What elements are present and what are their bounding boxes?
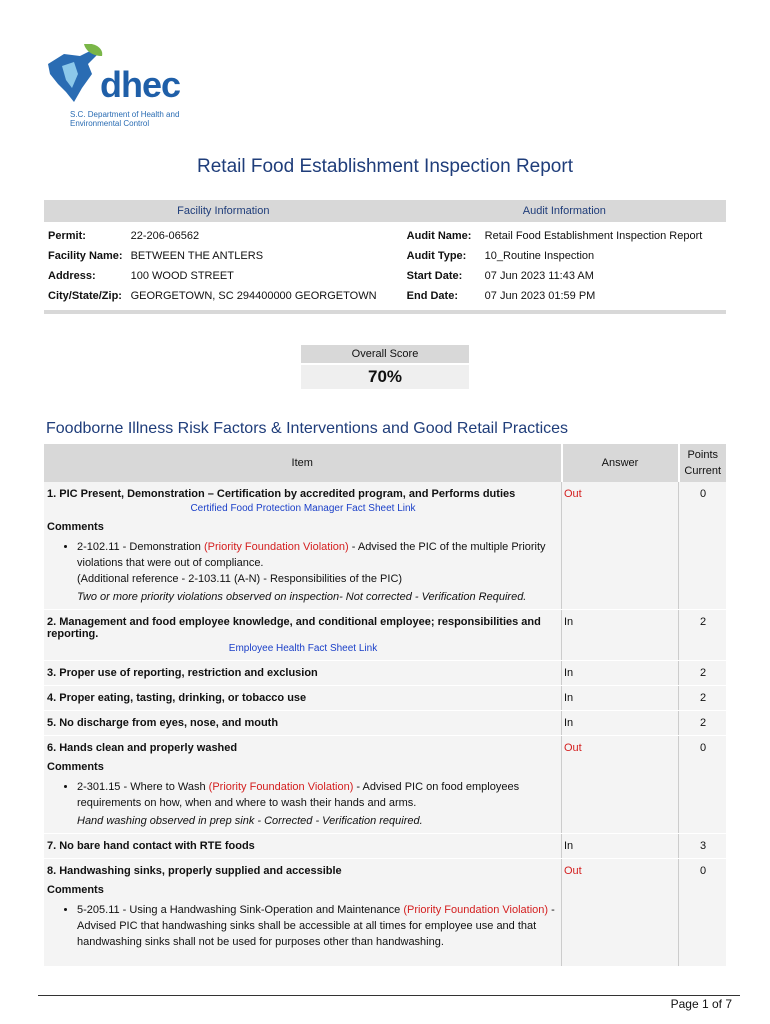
table-row — [44, 482, 726, 610]
answer-value: Out — [562, 859, 679, 967]
comment-item: • 5-205.11 - Using a Handwashing Sink-Operation and Maintenance (Priority Foundation Violation) - Advised PIC that handwashing sinks shall be accessible at all times for employee use and that handwashing sinks shall not be used for purposes other than handwashing. — [77, 902, 559, 950]
table-row — [44, 610, 726, 661]
item-question: 8. Handwashing sinks, properly supplied and accessible — [47, 865, 342, 877]
report-title: Retail Food Establishment Inspection Report — [197, 156, 573, 177]
fact-sheet-link[interactable]: Employee Health Fact Sheet Link — [228, 643, 378, 654]
permit-value: 22-206-06562 — [130, 230, 200, 242]
item-question: 1. PIC Present, Demonstration – Certification by accredited program, and Performs duties — [47, 488, 516, 500]
footer-divider — [38, 995, 740, 996]
table-row — [44, 736, 726, 834]
item-question: 3. Proper use of reporting, restriction and exclusion — [47, 667, 318, 679]
answer-value: In — [562, 834, 679, 859]
comment-note: Hand washing observed in prep sink - Corrected - Verification required. — [77, 815, 423, 827]
table-row — [44, 661, 726, 686]
audit-type-value: 10_Routine Inspection — [484, 250, 595, 262]
table-row — [44, 686, 726, 711]
points-column-header: Points Current — [679, 444, 727, 482]
item-question: 6. Hands clean and properly washed — [47, 742, 238, 754]
points-value: 0 — [679, 736, 727, 834]
info-row: City/State/Zip: GEORGETOWN, SC 294400000 GEORGETOWN End Date: 07 Jun 2023 01:59 PM — [44, 286, 726, 306]
comment-item: • 2-301.15 - Where to Wash (Priority Foundation Violation) - Advised PIC on food employees requirements on how, when and where to wash their hands and arms. — [77, 779, 559, 811]
comments-label: Comments — [47, 521, 104, 533]
points-value: 2 — [679, 711, 727, 736]
address-value: 100 WOOD STREET — [130, 270, 234, 282]
points-value: 3 — [679, 834, 727, 859]
answer-column-header: Answer — [562, 444, 679, 482]
table-row — [44, 834, 726, 859]
overall-score-value: 70% — [301, 365, 469, 389]
points-value: 0 — [679, 859, 727, 967]
logo-subtitle: S.C. Department of Health and Environmental Control — [70, 110, 180, 128]
inspection-items-table — [44, 444, 726, 967]
answer-value: In — [562, 661, 679, 686]
answer-value: In — [562, 610, 679, 661]
overall-score-label: Overall Score — [301, 345, 469, 363]
info-row: Address: 100 WOOD STREET Start Date: 07 Jun 2023 11:43 AM — [44, 266, 726, 286]
item-column-header: Item — [44, 444, 562, 482]
answer-value: In — [562, 686, 679, 711]
answer-value: Out — [562, 736, 679, 834]
points-value: 2 — [679, 610, 727, 661]
section-title: Foodborne Illness Risk Factors & Interventions and Good Retail Practices — [46, 420, 569, 437]
comments-label: Comments — [47, 761, 104, 773]
facility-name-value: BETWEEN THE ANTLERS — [130, 250, 264, 262]
points-value: 2 — [679, 686, 727, 711]
points-value: 0 — [679, 482, 727, 610]
page-number: Page 1 of 7 — [670, 997, 732, 1011]
overall-score — [301, 345, 469, 389]
comment-note: Two or more priority violations observed on inspection- Not corrected - Verification Required. — [77, 591, 527, 603]
points-value: 2 — [679, 661, 727, 686]
fact-sheet-link[interactable]: Certified Food Protection Manager Fact Sheet Link — [190, 503, 416, 514]
item-question: 5. No discharge from eyes, nose, and mouth — [47, 717, 279, 729]
table-row — [44, 711, 726, 736]
info-table — [44, 200, 726, 314]
audit-info-header: Audit Information — [403, 200, 726, 222]
end-date-value: 07 Jun 2023 01:59 PM — [484, 290, 596, 302]
city-state-zip-value: GEORGETOWN, SC 294400000 GEORGETOWN — [130, 290, 377, 302]
item-question: 7. No bare hand contact with RTE foods — [47, 840, 255, 852]
item-question: 4. Proper eating, tasting, drinking, or tobacco use — [47, 692, 307, 704]
audit-name-value: Retail Food Establishment Inspection Report — [484, 230, 703, 242]
dhec-logo — [44, 44, 204, 136]
table-row — [44, 859, 726, 967]
comment-item: • 2-102.11 - Demonstration (Priority Foundation Violation) - Advised the PIC of the multiple Priority violations that were out of compliance. (Additional reference - 2-103.11 (A-N) - Responsibilities of the PIC) — [77, 539, 559, 587]
start-date-value: 07 Jun 2023 11:43 AM — [484, 270, 594, 282]
info-row: Permit: 22-206-06562 Audit Name: Retail Food Establishment Inspection Report — [44, 226, 726, 246]
info-row: Facility Name: BETWEEN THE ANTLERS Audit Type: 10_Routine Inspection — [44, 246, 726, 266]
answer-value: In — [562, 711, 679, 736]
comments-label: Comments — [47, 884, 104, 896]
logo-name: dhec — [100, 64, 181, 105]
item-question: 2. Management and food employee knowledge, and conditional employee; responsibilities and reporting. — [47, 616, 541, 640]
answer-value: Out — [562, 482, 679, 610]
facility-info-header: Facility Information — [44, 200, 403, 222]
